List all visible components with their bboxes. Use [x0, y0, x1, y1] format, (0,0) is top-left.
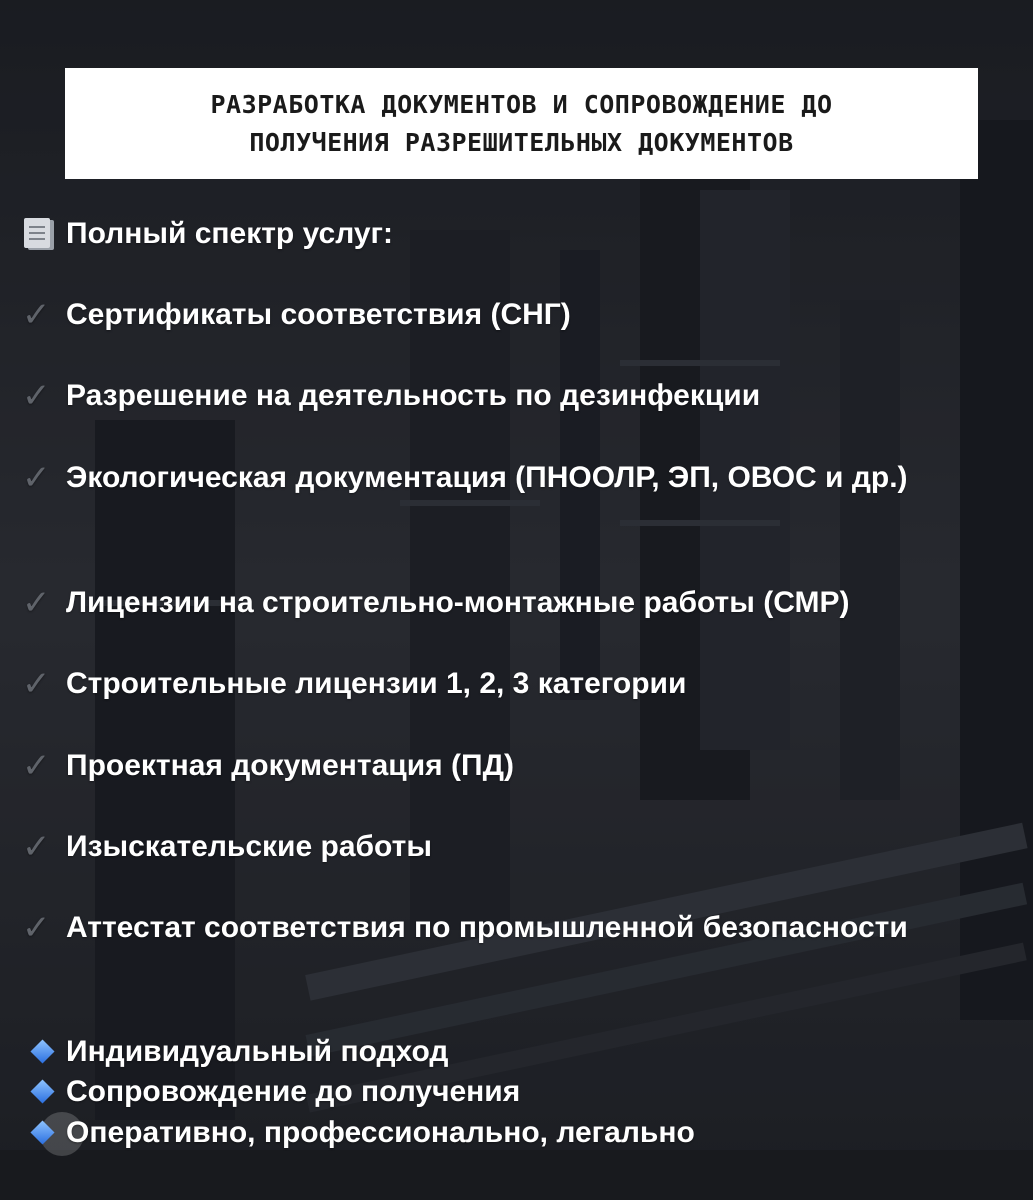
- benefit-item: [22, 1113, 1022, 1153]
- benefit-item: [22, 1032, 1022, 1072]
- service-item-label: Проектная документация (ПД): [66, 749, 514, 782]
- benefit-item: [22, 1072, 1022, 1112]
- service-item: [22, 376, 1022, 416]
- service-item-label: Сертификаты соответствия (СНГ): [66, 298, 571, 331]
- check-icon: ✓: [22, 296, 51, 334]
- blue-diamond-icon: [22, 1032, 66, 1072]
- benefit-item-label: Оперативно, профессионально, легально: [66, 1116, 695, 1149]
- benefit-item-label: Индивидуальный подход: [66, 1035, 449, 1068]
- blue-diamond-icon: [22, 1072, 66, 1112]
- benefit-item-label: Сопровождение до получения: [66, 1075, 521, 1108]
- service-item-label: Изыскательские работы: [66, 830, 432, 863]
- service-item: [22, 295, 1022, 335]
- check-icon: ✓: [22, 828, 51, 866]
- service-item: [22, 458, 1022, 498]
- check-icon: ✓: [22, 459, 51, 497]
- services-heading-text: Полный спектр услуг:: [66, 217, 394, 250]
- check-icon: ✓: [22, 747, 51, 785]
- service-item-label: Экологическая документация (ПНООЛР, ЭП, ОВОС и др.): [66, 461, 908, 494]
- service-item: [22, 664, 1022, 704]
- service-item: [22, 583, 1022, 623]
- title-line-1: РАЗРАБОТКА ДОКУМЕНТОВ И СОПРОВОЖДЕНИЕ ДО: [210, 89, 833, 119]
- check-icon: ✓: [22, 377, 51, 415]
- service-item: [22, 746, 1022, 786]
- document-icon: [22, 214, 66, 254]
- service-item-label: Лицензии на строительно-монтажные работы (СМР): [66, 586, 850, 619]
- service-item: [22, 908, 1022, 948]
- check-icon: ✓: [22, 665, 51, 703]
- title-line-2: ПОЛУЧЕНИЯ РАЗРЕШИТЕЛЬНЫХ ДОКУМЕНТОВ: [249, 127, 794, 157]
- service-item-label: Аттестат соответствия по промышленной безопасности: [66, 911, 908, 944]
- blue-diamond-icon: [22, 1113, 66, 1153]
- service-item-label: Разрешение на деятельность по дезинфекции: [66, 379, 761, 412]
- check-icon: ✓: [22, 909, 51, 947]
- service-item-label: Строительные лицензии 1, 2, 3 категории: [66, 667, 687, 700]
- service-item: [22, 827, 1022, 867]
- services-heading: [22, 214, 1022, 254]
- check-icon: ✓: [22, 584, 51, 622]
- title-banner: [65, 68, 978, 179]
